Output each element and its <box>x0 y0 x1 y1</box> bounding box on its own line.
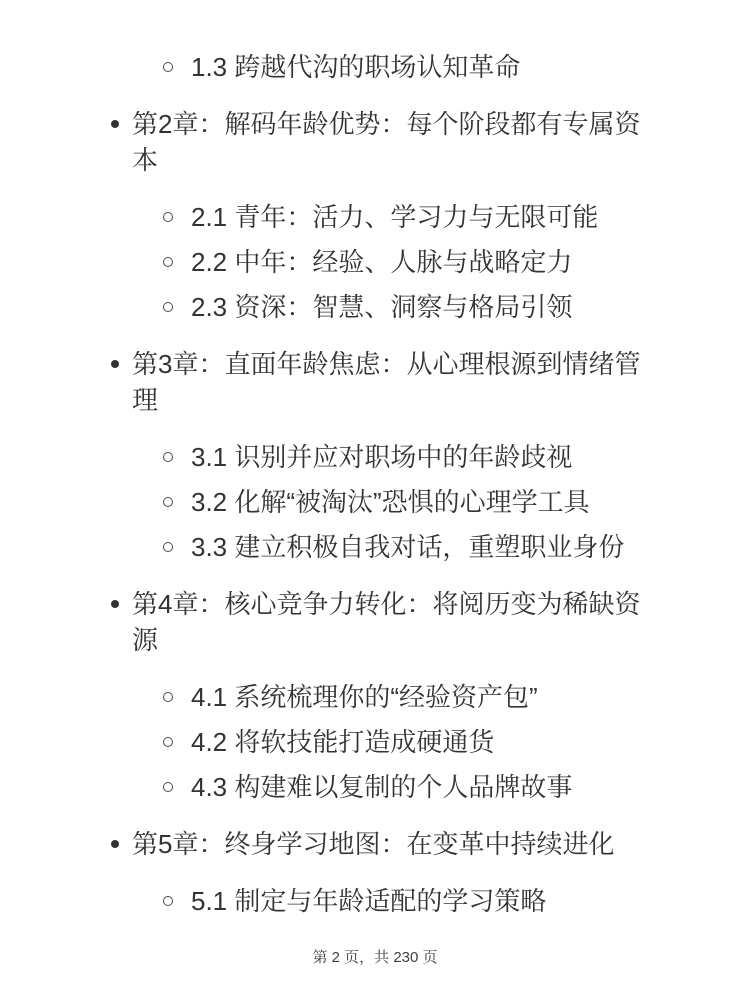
bullet-circle-icon <box>163 257 173 267</box>
page-indicator: 第 2 页，共 230 页 <box>312 949 438 966</box>
toc-item <box>0 49 750 85</box>
bullet-circle-icon <box>163 692 173 702</box>
bullet-circle-icon <box>163 452 173 462</box>
bullet-circle-icon <box>163 896 173 906</box>
toc-item <box>0 106 654 178</box>
bullet-circle-icon <box>163 212 173 222</box>
toc-item <box>0 439 750 475</box>
toc-item <box>0 769 750 805</box>
toc-item-text: 4.1 系统梳理你的“经验资产包” <box>191 682 538 712</box>
toc-item-text: 4.2 将软技能打造成硬通货 <box>191 727 495 757</box>
toc-item <box>0 883 750 919</box>
toc-item-text: 1.3 跨越代沟的职场认知革命 <box>191 52 521 82</box>
toc-item <box>0 346 654 418</box>
toc-item <box>0 199 750 235</box>
bullet-circle-icon <box>163 62 173 72</box>
toc-item-text: 3.3 建立积极自我对话，重塑职业身份 <box>191 532 625 562</box>
bullet-disc-icon <box>111 120 119 128</box>
toc-item-text: 第3章：直面年龄焦虑：从心理根源到情绪管理 <box>132 349 641 415</box>
toc-item <box>0 724 750 760</box>
toc-item <box>0 826 654 862</box>
bullet-circle-icon <box>163 542 173 552</box>
toc-item-text: 第4章：核心竞争力转化：将阅历变为稀缺资源 <box>132 589 641 655</box>
toc-item <box>0 289 750 325</box>
toc-item-text: 第5章：终身学习地图：在变革中持续进化 <box>132 829 615 859</box>
bullet-circle-icon <box>163 302 173 312</box>
bullet-circle-icon <box>163 497 173 507</box>
toc-item-text: 4.3 构建难以复制的个人品牌故事 <box>191 772 573 802</box>
bullet-circle-icon <box>163 782 173 792</box>
toc-item <box>0 679 750 715</box>
toc-item-text: 第2章：解码年龄优势：每个阶段都有专属资本 <box>132 109 641 175</box>
toc-item-text: 2.2 中年：经验、人脉与战略定力 <box>191 247 573 277</box>
table-of-contents <box>0 49 750 919</box>
toc-item <box>0 244 750 280</box>
bullet-disc-icon <box>111 840 119 848</box>
toc-item <box>0 529 750 565</box>
toc-item <box>0 586 654 658</box>
toc-item <box>0 484 750 520</box>
toc-item-text: 2.3 资深：智慧、洞察与格局引领 <box>191 292 573 322</box>
bullet-disc-icon <box>111 360 119 368</box>
toc-item-text: 3.1 识别并应对职场中的年龄歧视 <box>191 442 573 472</box>
toc-item-text: 3.2 化解“被淘汰”恐惧的心理学工具 <box>191 487 590 517</box>
toc-item-text: 2.1 青年：活力、学习力与无限可能 <box>191 202 599 232</box>
bullet-circle-icon <box>163 737 173 747</box>
bullet-disc-icon <box>111 600 119 608</box>
toc-item-text: 5.1 制定与年龄适配的学习策略 <box>191 886 547 916</box>
